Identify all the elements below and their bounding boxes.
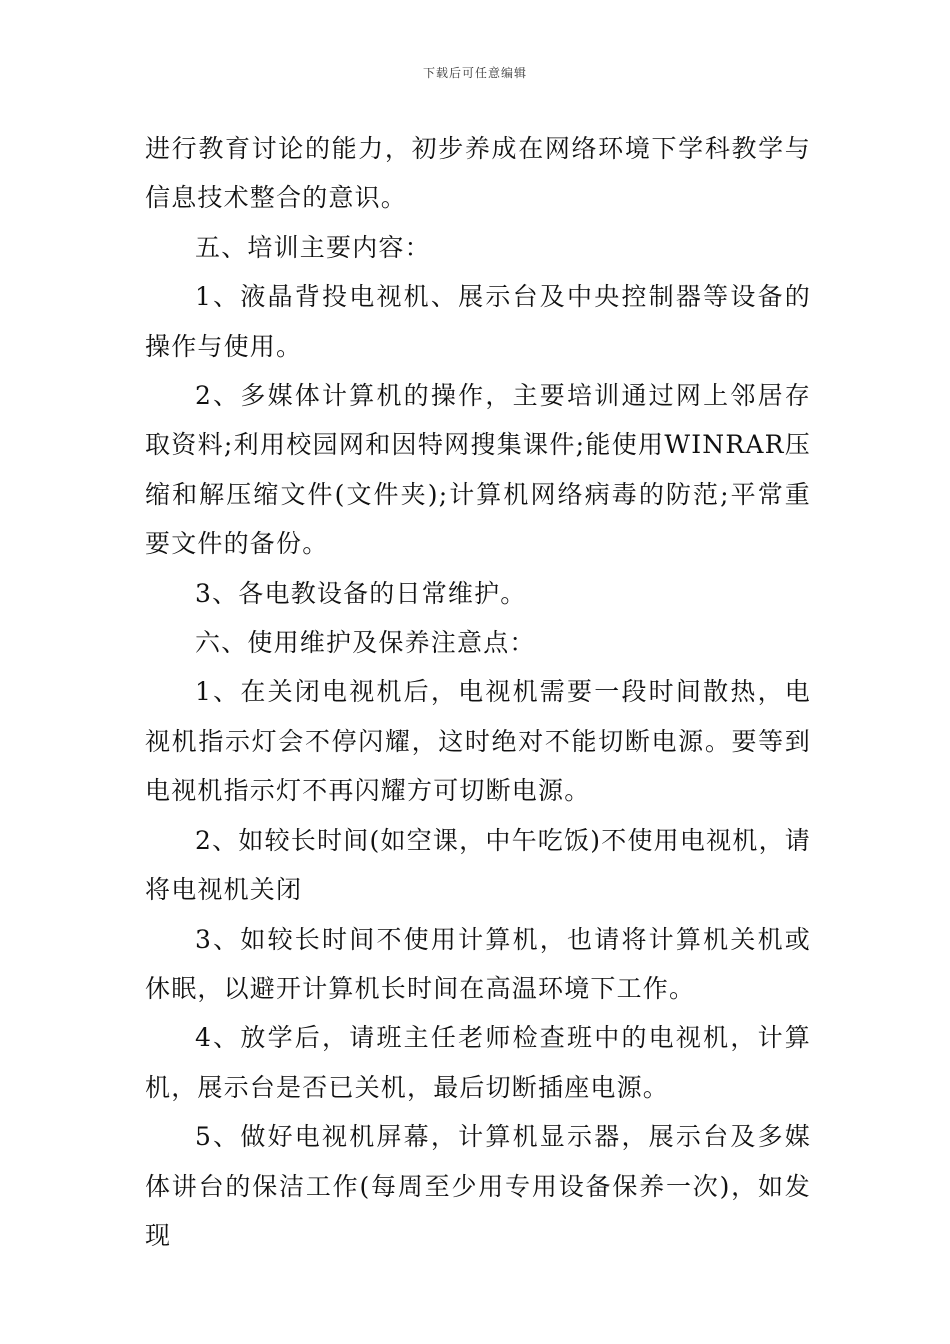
paragraph: 4、放学后，请班主任老师检查班中的电视机，计算机，展示台是否已关机，最后切断插座电源。 (145, 1023, 811, 1102)
paragraph: 5、做好电视机屏幕，计算机显示器，展示台及多媒体讲台的保洁工作(每周至少用专用设备保养一次)，如发现 (145, 1122, 811, 1250)
paragraph: 1、液晶背投电视机、展示台及中央控制器等设备的操作与使用。 (145, 282, 811, 361)
paragraph: 1、在关闭电视机后，电视机需要一段时间散热，电视机指示灯会不停闪耀，这时绝对不能切断电源。要等到电视机指示灯不再闪耀方可切断电源。 (145, 677, 811, 806)
section-heading: 五、培训主要内容： (195, 232, 431, 262)
paragraph: 进行教育讨论的能力，初步养成在网络环境下学科教学与信息技术整合的意识。 (145, 134, 811, 213)
paragraph: 2、如较长时间(如空课，中午吃饭)不使用电视机，请将电视机关闭 (145, 825, 811, 905)
document-body (145, 124, 811, 1260)
section-heading: 六、使用维护及保养注意点： (195, 628, 536, 658)
page-header-note: 下载后可任意编辑 (422, 66, 527, 80)
paragraph: 3、如较长时间不使用计算机，也请将计算机关机或休眠，以避开计算机长时间在高温环境下工作。 (145, 924, 811, 1003)
paragraph: 3、各电教设备的日常维护。 (195, 578, 527, 608)
paragraph: 2、多媒体计算机的操作，主要培训通过网上邻居存取资料;利用校园网和因特网搜集课件;能使用WINRAR压缩和解压缩文件(文件夹);计算机网络病毒的防范;平常重要文件的备份。 (145, 381, 811, 559)
